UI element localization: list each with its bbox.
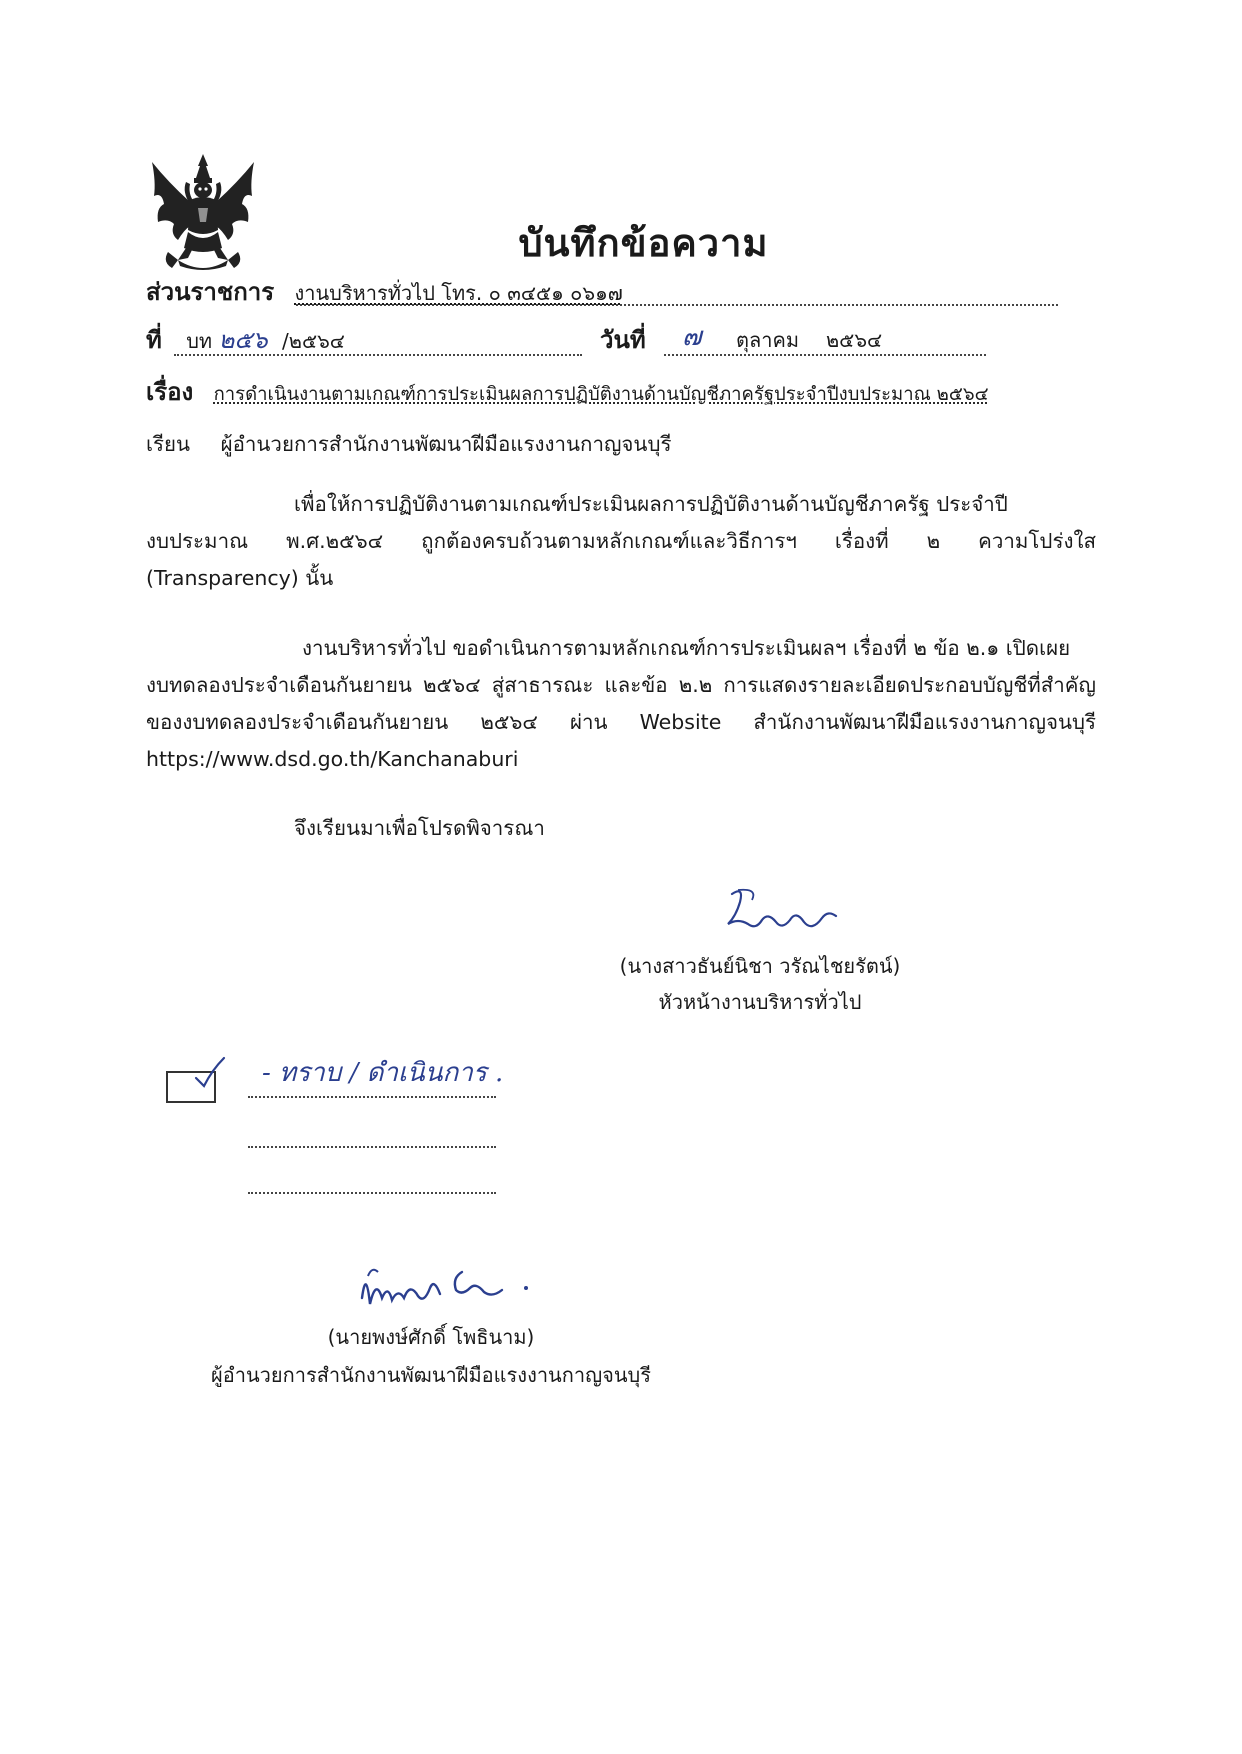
ref-year: /๒๕๖๔ bbox=[282, 329, 345, 353]
checkmark-icon bbox=[190, 1054, 230, 1094]
ref-date-row bbox=[146, 320, 986, 360]
agency-dotted-line bbox=[296, 304, 1058, 306]
ref-dotted-line bbox=[174, 354, 582, 356]
to-row bbox=[146, 428, 671, 461]
to-label: เรียน bbox=[146, 432, 191, 456]
signer-1-name: (นางสาวธันย์นิชา วรัณไชยรัตน์) bbox=[619, 954, 901, 978]
ref-label: ที่ bbox=[146, 326, 162, 354]
signer-1-position: หัวหน้างานบริหารทั่วไป bbox=[658, 990, 862, 1014]
approval-handwritten-note: - ทราบ / ดำเนินการ . bbox=[262, 1058, 504, 1088]
to-value: ผู้อำนวยการสำนักงานพัฒนาฝีมือแรงงานกาญจนบุรี bbox=[220, 432, 672, 456]
ref-number-handwritten: ๒๕๖ bbox=[218, 326, 268, 354]
paragraph-2-rest: งบทดลองประจำเดือนกันยายน ๒๕๖๔ สู่สาธารณะ และข้อ ๒.๒ การแสดงรายละเอียดประกอบบัญชีที่สำคัญของงบทดลองประจำเดือนกันยายน ๒๕๖๔ ผ่าน Website สำนักงานพัฒนาฝีมือแรงงานกาญจนบุรี https://www.dsd.go.th/Kanchanaburi bbox=[146, 673, 1096, 771]
paragraph-1-first-line: เพื่อให้การปฏิบัติงานตามเกณฑ์ประเมินผลการปฏิบัติงานด้านบัญชีภาครัฐ ประจำปี bbox=[294, 492, 1008, 516]
memo-title: บันทึกข้อความ bbox=[518, 221, 769, 265]
date-day-handwritten: ๗ bbox=[682, 322, 702, 352]
approval-dotted-line-2 bbox=[248, 1146, 496, 1148]
signer-2-block bbox=[166, 1318, 696, 1394]
approval-dotted-line-3 bbox=[248, 1192, 496, 1194]
signer-2-position: ผู้อำนวยการสำนักงานพัฒนาฝีมือแรงงานกาญจนบุรี bbox=[211, 1363, 651, 1387]
date-dotted-line bbox=[664, 354, 986, 356]
ref-prefix: บท bbox=[186, 329, 213, 353]
approval-dotted-line-1 bbox=[248, 1096, 496, 1098]
paragraph-1-rest: งบประมาณ พ.ศ.๒๕๖๔ ถูกต้องครบถ้วนตามหลักเกณฑ์และวิธีการฯ เรื่องที่ ๒ ความโปร่งใส (Transparency) นั้น bbox=[146, 529, 1096, 590]
date-year: ๒๕๖๔ bbox=[826, 328, 883, 352]
signer-1-block bbox=[560, 948, 960, 1020]
body-paragraph-2 bbox=[146, 630, 1096, 778]
date-label: วันที่ bbox=[600, 326, 646, 354]
body-paragraph-1 bbox=[146, 486, 1096, 597]
subject-label: เรื่อง bbox=[146, 378, 194, 406]
subject-value: การดำเนินงานตามเกณฑ์การประเมินผลการปฏิบัติงานด้านบัญชีภาครัฐประจำปีงบประมาณ ๒๕๖๔ bbox=[213, 384, 989, 405]
paragraph-2-first-line: งานบริหารทั่วไป ขอดำเนินการตามหลักเกณฑ์การประเมินผลฯ เรื่องที่ ๒ ข้อ ๒.๑ เปิดเผย bbox=[302, 636, 1071, 660]
subject-row bbox=[146, 372, 1106, 412]
signature-2-icon bbox=[352, 1248, 552, 1318]
agency-value: งานบริหารทั่วไป โทร. ๐ ๓๔๕๑ ๐๖๑๗ bbox=[294, 281, 623, 305]
closing-line: จึงเรียนมาเพื่อโปรดพิจารณา bbox=[294, 816, 545, 840]
signer-2-name: (นายพงษ์ศักดิ์ โพธินาม) bbox=[327, 1325, 535, 1349]
agency-label: ส่วนราชการ bbox=[146, 278, 275, 306]
agency-row bbox=[146, 272, 1058, 308]
date-month: ตุลาคม bbox=[736, 328, 800, 352]
signature-1-icon bbox=[718, 884, 858, 944]
